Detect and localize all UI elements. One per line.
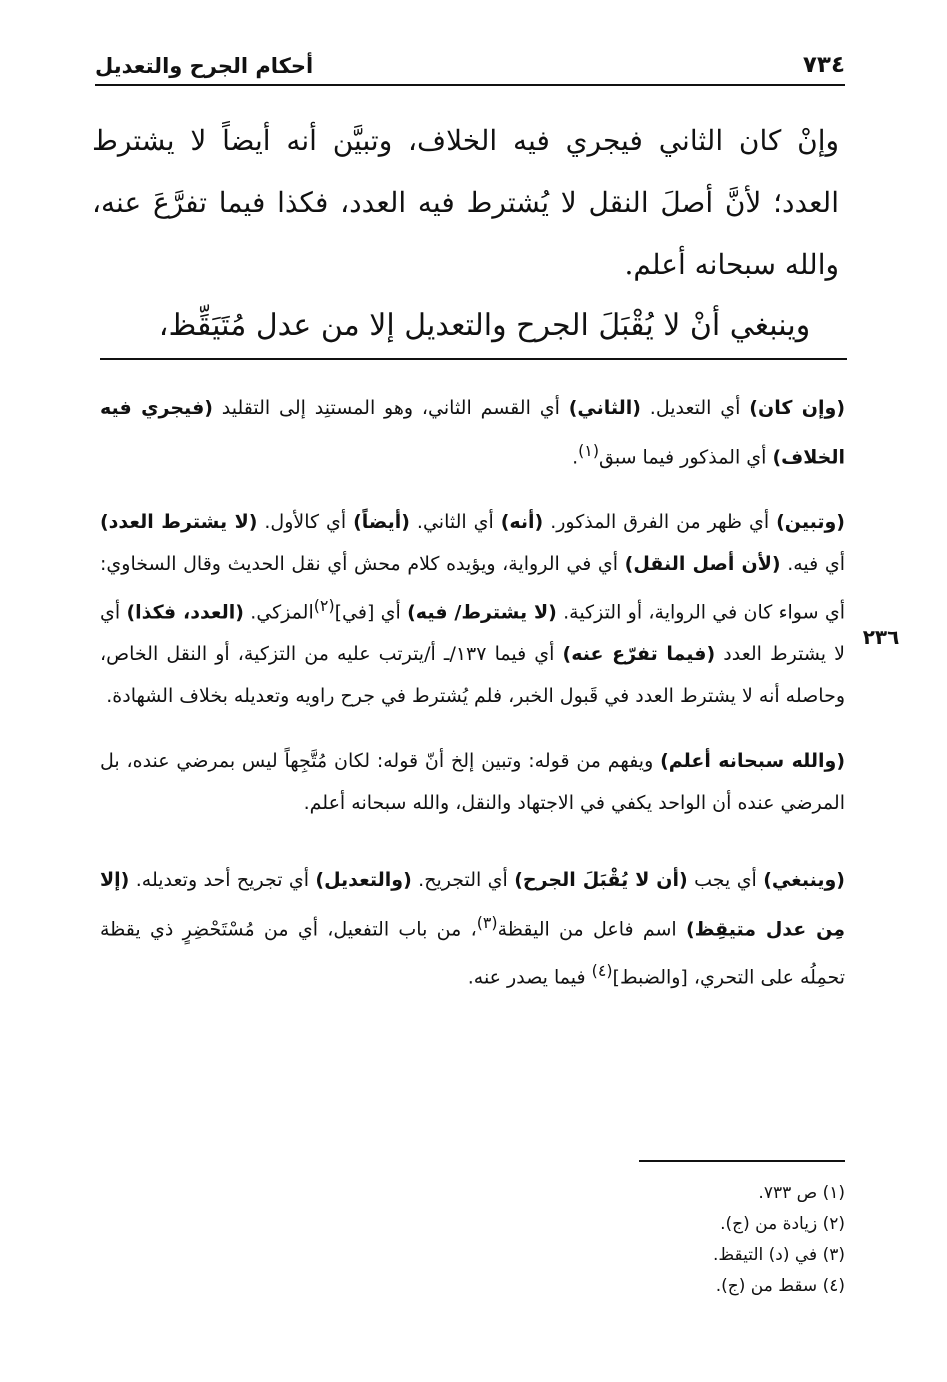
commentary-text: أي [في] [334,601,408,624]
footnote-ref[interactable]: (١) [578,440,599,460]
commentary-text: أي كالأول. [257,511,354,534]
quoted-lemma: (وإن كان) [749,397,846,419]
quoted-lemma: (لأن أصل النقل) [624,552,781,575]
manuscript-folio-marker: ٢٣٦ [862,625,900,649]
quoted-lemma: (الثاني) [568,397,641,419]
footnote-1: (١) ص ٧٣٣. [758,1183,845,1203]
quoted-lemma: (والله سبحانه أعلم) [660,750,846,773]
commentary-paragraph-4 [100,860,845,999]
matn-separator-line [100,358,847,360]
page-header [95,40,845,86]
footnote-4: (٤) سقط من (ج). [715,1276,845,1296]
commentary-text: المزكي. [243,601,314,624]
commentary [100,388,845,1023]
footnote-separator-line [639,1160,845,1162]
quoted-lemma: (العدد، فكذا) [126,601,244,624]
quoted-lemma: (إلا مِن عدل متيقِظ) [100,869,845,940]
commentary-text: أي التعديل. [640,397,750,419]
commentary-text: أي لا يشترط العدد [100,601,845,666]
footnotes [345,1178,845,1302]
commentary-text: أي يجب [687,869,764,892]
footnote-ref[interactable]: (٤) [591,961,613,981]
commentary-text: اسم فاعل من اليقظة [497,917,686,940]
commentary-text: أي في الرواية، ويؤيده كلام محش أي نقل الحديث وقال السخاوي: أي سواء كان في الرواية، أو التزكية. [100,552,845,624]
commentary-text: أي الثاني. [409,511,501,534]
commentary-text: ، من باب التفعيل، أي من مُسْتَحْضِرٍ ذي يقظة تحمِلُه على التحري، [والضبط] [100,917,845,989]
commentary-text: فيما يصدر عنه. [467,966,592,989]
quoted-lemma: (أن لا يُقْبَلَ الجرح) [514,869,688,892]
footnote-ref[interactable]: (٢) [313,596,335,616]
commentary-text: أي فيه. [780,552,845,575]
matn-text [92,110,839,296]
commentary-text: . [572,445,579,468]
quoted-lemma: (وينبغي) [763,869,845,892]
commentary-text: أي فيما ١٣٧/ـ أ/يترتب عليه من التزكية، أو النقل الخاص، وحاصله أنه لا يشترط العدد في قَبول الخبر، فلم يُشترط في جرح راويه وتعديله بخلاف الشهادة. [100,643,845,707]
quoted-lemma: (لا يشترط العدد) [100,511,258,534]
quoted-lemma: (فيما تفرّع عنه) [562,643,716,666]
footnote-3: (٣) في (د) التيقظ. [712,1245,845,1265]
commentary-text: ويفهم من قوله: وتبين إلخ أنّ قوله: لكان مُتَّجِهاً ليس بمرضي عنده، بل المرضي عنده أن الواحد يكفي في الاجتهاد والنقل، والله سبحانه أعلم. [100,750,845,814]
matn-verse: وينبغي أنْ لا يُقْبَلَ الجرح والتعديل إلا من عدل مُتَيَقِّظ، [158,308,811,343]
footnote-2: (٢) زيادة من (ج). [720,1214,845,1234]
commentary-text: أي تجريح أحد وتعديله. [129,869,316,892]
commentary-text: أي التجريح. [411,869,515,892]
matn-paragraph: وإنْ كان الثاني فيجري فيه الخلاف، وتبيَّن أنه أيضاً لا يشترط العدد؛ لأنَّ أصلَ النقل لا يُشترط فيه العدد، فكذا فيما تفرَّعَ عنه، والله سبحانه أعلم. [92,124,839,281]
commentary-text: أي ظهر من الفرق المذكور. [543,511,777,534]
quoted-lemma: (والتعديل) [315,869,412,892]
commentary-paragraph-2 [100,502,845,717]
footnote-ref[interactable]: (٣) [476,912,498,932]
quoted-lemma: (فيجري فيه الخلاف) [100,397,845,468]
commentary-text: أي المذكور فيما سبق [599,445,773,468]
quoted-lemma: (لا يشترط/ فيه) [407,601,557,624]
quoted-lemma: (أنه) [500,511,544,534]
commentary-paragraph-1 [100,388,845,478]
commentary-paragraph-3 [100,741,845,824]
running-title: أحكام الجرح والتعديل [95,54,314,78]
quoted-lemma: (أيضاً) [353,511,410,534]
commentary-text: أي القسم الثاني، وهو المستنِد إلى التقليد [212,397,569,419]
page-number: ٧٣٤ [802,52,845,78]
quoted-lemma: (وتبين) [776,511,845,534]
